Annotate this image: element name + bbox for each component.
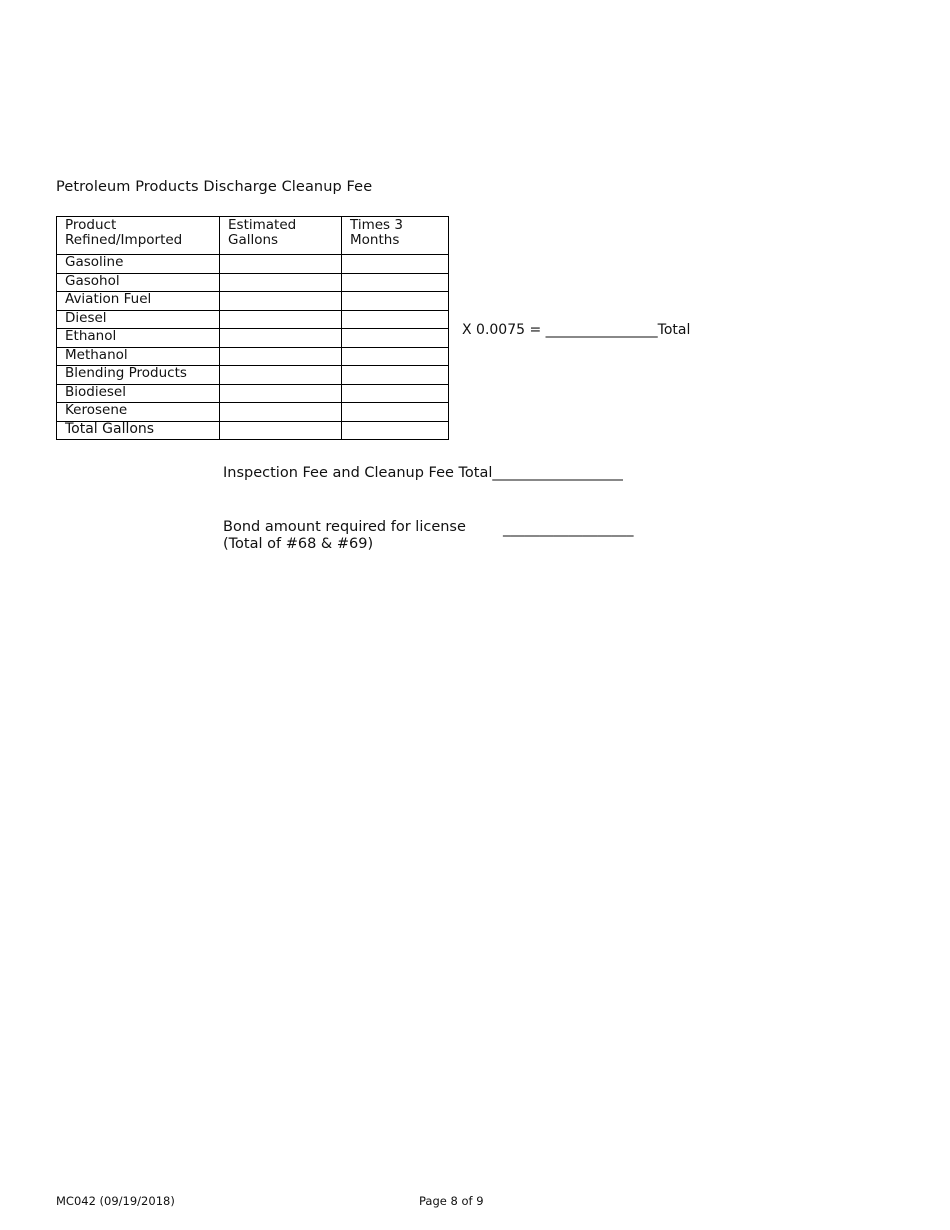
times3-input-cell[interactable] [342,384,449,403]
product-cell: Blending Products [57,366,220,385]
total-times3-input-cell[interactable] [342,421,449,440]
table-row [57,384,449,403]
product-cell: Kerosene [57,403,220,422]
product-cell: Ethanol [57,329,220,348]
header-product-label: Product Refined/Imported [65,217,183,248]
product-cell: Gasohol [57,273,220,292]
header-times-3-months [342,217,449,255]
table-row [57,273,449,292]
fee-table [56,216,449,440]
table-header-row [57,217,449,255]
table-row [57,329,449,348]
table-row [57,347,449,366]
gallons-input-cell[interactable] [220,273,342,292]
times3-input-cell[interactable] [342,255,449,274]
product-cell: Aviation Fuel [57,292,220,311]
times3-input-cell[interactable] [342,292,449,311]
multiplier-total-line[interactable]: X 0.0075 = ________________Total [462,322,691,338]
gallons-input-cell[interactable] [220,292,342,311]
header-times-3-months-label: Times 3 Months [350,217,403,248]
bond-label-line2: (Total of #68 & #69) [223,536,374,552]
times3-input-cell[interactable] [342,310,449,329]
page-number: Page 8 of 9 [419,1194,484,1208]
gallons-input-cell[interactable] [220,310,342,329]
header-product [57,217,220,255]
bond-label [223,519,466,553]
bond-label-line1: Bond amount required for license [223,519,466,535]
gallons-input-cell[interactable] [220,384,342,403]
total-gallons-input-cell[interactable] [220,421,342,440]
table-row [57,292,449,311]
gallons-input-cell[interactable] [220,366,342,385]
table-row [57,366,449,385]
times3-input-cell[interactable] [342,273,449,292]
total-gallons-row [57,421,449,440]
gallons-input-cell[interactable] [220,329,342,348]
header-estimated-gallons-label: Estimated Gallons [228,217,297,248]
gallons-input-cell[interactable] [220,403,342,422]
times3-input-cell[interactable] [342,329,449,348]
table-row [57,255,449,274]
total-gallons-label: Total Gallons [57,421,220,440]
gallons-input-cell[interactable] [220,255,342,274]
product-cell: Diesel [57,310,220,329]
header-estimated-gallons [220,217,342,255]
times3-input-cell[interactable] [342,366,449,385]
bond-amount-blank[interactable]: __________________ [503,521,634,537]
table-row [57,403,449,422]
times3-input-cell[interactable] [342,403,449,422]
inspection-cleanup-total-line[interactable]: Inspection Fee and Cleanup Fee Total__________________ [223,465,623,481]
table-row [57,310,449,329]
times3-input-cell[interactable] [342,347,449,366]
gallons-input-cell[interactable] [220,347,342,366]
product-cell: Biodiesel [57,384,220,403]
product-cell: Gasoline [57,255,220,274]
product-cell: Methanol [57,347,220,366]
form-id: MC042 (09/19/2018) [56,1194,175,1208]
section-title: Petroleum Products Discharge Cleanup Fee [56,179,373,195]
